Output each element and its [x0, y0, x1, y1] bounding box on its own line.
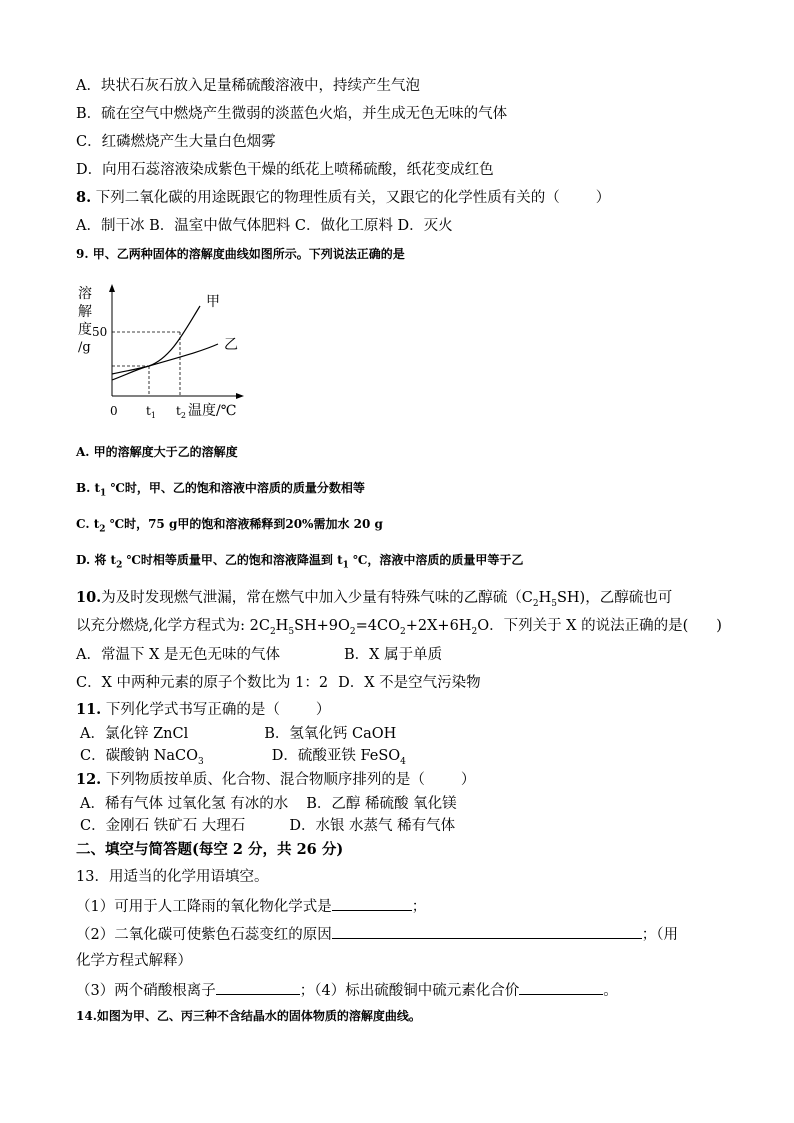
- section-2-title: 二、填空与简答题(每空 2 分，共 26 分): [76, 841, 344, 858]
- q11-options-ab: A．氯化锌 ZnCl B．氢氧化钙 CaOH: [80, 726, 397, 742]
- q8-number: 8.: [76, 189, 92, 206]
- x-tick-t2: $t_2$: [176, 404, 186, 420]
- y-label-3: 度: [78, 322, 92, 338]
- q10-options-cd: C．X 中两种元素的原子个数比为 1：2 D．X 不是空气污染物: [76, 675, 481, 691]
- y-label-2: 解: [78, 304, 92, 320]
- q7-option-b: B．硫在空气中燃烧产生微弱的淡蓝色火焰，并生成无色无味的气体: [76, 106, 508, 122]
- q12-options-ab: A．稀有气体 过氧化氢 有冰的水 B．乙醇 稀硫酸 氧化镁: [80, 796, 457, 812]
- answer-blank-1[interactable]: [332, 896, 412, 911]
- q12-stem: 12. 下列物质按单质、化合物、混合物顺序排列的是（ ）: [76, 771, 476, 788]
- q11-stem: 11. 下列化学式书写正确的是（ ）: [76, 701, 331, 718]
- q13-part-2: （2）二氧化碳可使紫色石蕊变红的原因 ；（用: [76, 924, 678, 945]
- q13-part-3-4: （3）两个硝酸根离子 ；（4）标出硫酸铜中硫元素化合价 。: [76, 980, 618, 1001]
- answer-blank-2[interactable]: [332, 924, 642, 939]
- x-axis-label: 温度/℃: [188, 403, 237, 419]
- origin-label: 0: [110, 404, 118, 418]
- q8-close: ）: [595, 190, 611, 206]
- q10-options-ab: A．常温下 X 是无色无味的气体 B．X 属于单质: [76, 647, 443, 663]
- x-tick-t1: $t_1$: [146, 404, 156, 420]
- y-tick-50: 50: [92, 325, 108, 339]
- q7-option-a: A．块状石灰石放入足量稀硫酸溶液中，持续产生气泡: [76, 78, 420, 94]
- q13-part-1: （1）可用于人工降雨的氧化物化学式是 ；: [76, 896, 426, 917]
- q8-options: A．制干冰 B．温室中做气体肥料 C．做化工原料 D．灭火: [76, 218, 453, 234]
- q13-stem: 13．用适当的化学用语填空。: [76, 869, 269, 885]
- q14-stem: 14.如图为甲、乙、丙三种不含结晶水的固体物质的溶解度曲线。: [76, 1009, 421, 1023]
- q11-options-cd: C．碳酸钠 NaCO$_3$ D．硫酸亚铁 FeSO$_4$: [80, 748, 406, 767]
- q9-option-c: C. $t_2$ ℃时，75 g甲的饱和溶液稀释到20%需加水 20 g: [76, 517, 383, 535]
- q7-option-d: D．向用石蕊溶液染成紫色干燥的纸花上喷稀硫酸，纸花变成红色: [76, 162, 494, 178]
- q13-part-2-cont: 化学方程式解释）: [76, 953, 192, 969]
- q10-line-1: 10.为及时发现燃气泄漏，常在燃气中加入少量有特殊气味的乙醇硫$(C_2H_5SH)$，乙醇硫也可: [76, 589, 673, 609]
- q8-stem: [76, 188, 610, 208]
- curve-yi: [112, 344, 218, 380]
- x-axis-arrow: [236, 393, 244, 399]
- q9-option-b: B. $t_1$ ℃时，甲、乙的饱和溶液中溶质的质量分数相等: [76, 481, 365, 499]
- q9-option-a: A. 甲的溶解度大于乙的溶解度: [76, 445, 238, 459]
- answer-blank-3[interactable]: [216, 980, 300, 995]
- series-label-yi: 乙: [224, 337, 238, 353]
- q8-text: 下列二氧化碳的用途既跟它的物理性质有关，又跟它的化学性质有关的（: [91, 190, 560, 206]
- answer-blank-4[interactable]: [519, 980, 603, 995]
- q12-options-cd: C．金刚石 铁矿石 大理石 D．水银 水蒸气 稀有气体: [80, 818, 456, 834]
- solubility-chart: [76, 282, 276, 432]
- y-label-1: 溶: [78, 286, 92, 302]
- series-label-jia: 甲: [206, 294, 220, 310]
- q9-option-d: D. 将 $t_2$ ℃时相等质量甲、乙的饱和溶液降温到 $t_1$ ℃，溶液中溶质的质量甲等于乙: [76, 553, 524, 571]
- q9-stem: 9. 甲、乙两种固体的溶解度曲线如图所示。下列说法正确的是: [76, 247, 405, 261]
- q10-line-2: 以充分燃烧,化学方程式为: $2C_2H_5SH+9O_2=4CO_2+2X+6H_2O$．下列关于 X 的说法正确的是( ): [76, 618, 722, 637]
- y-label-4: /g: [78, 340, 91, 355]
- q7-option-c: C．红磷燃烧产生大量白色烟雾: [76, 134, 276, 150]
- y-axis-arrow: [109, 284, 115, 292]
